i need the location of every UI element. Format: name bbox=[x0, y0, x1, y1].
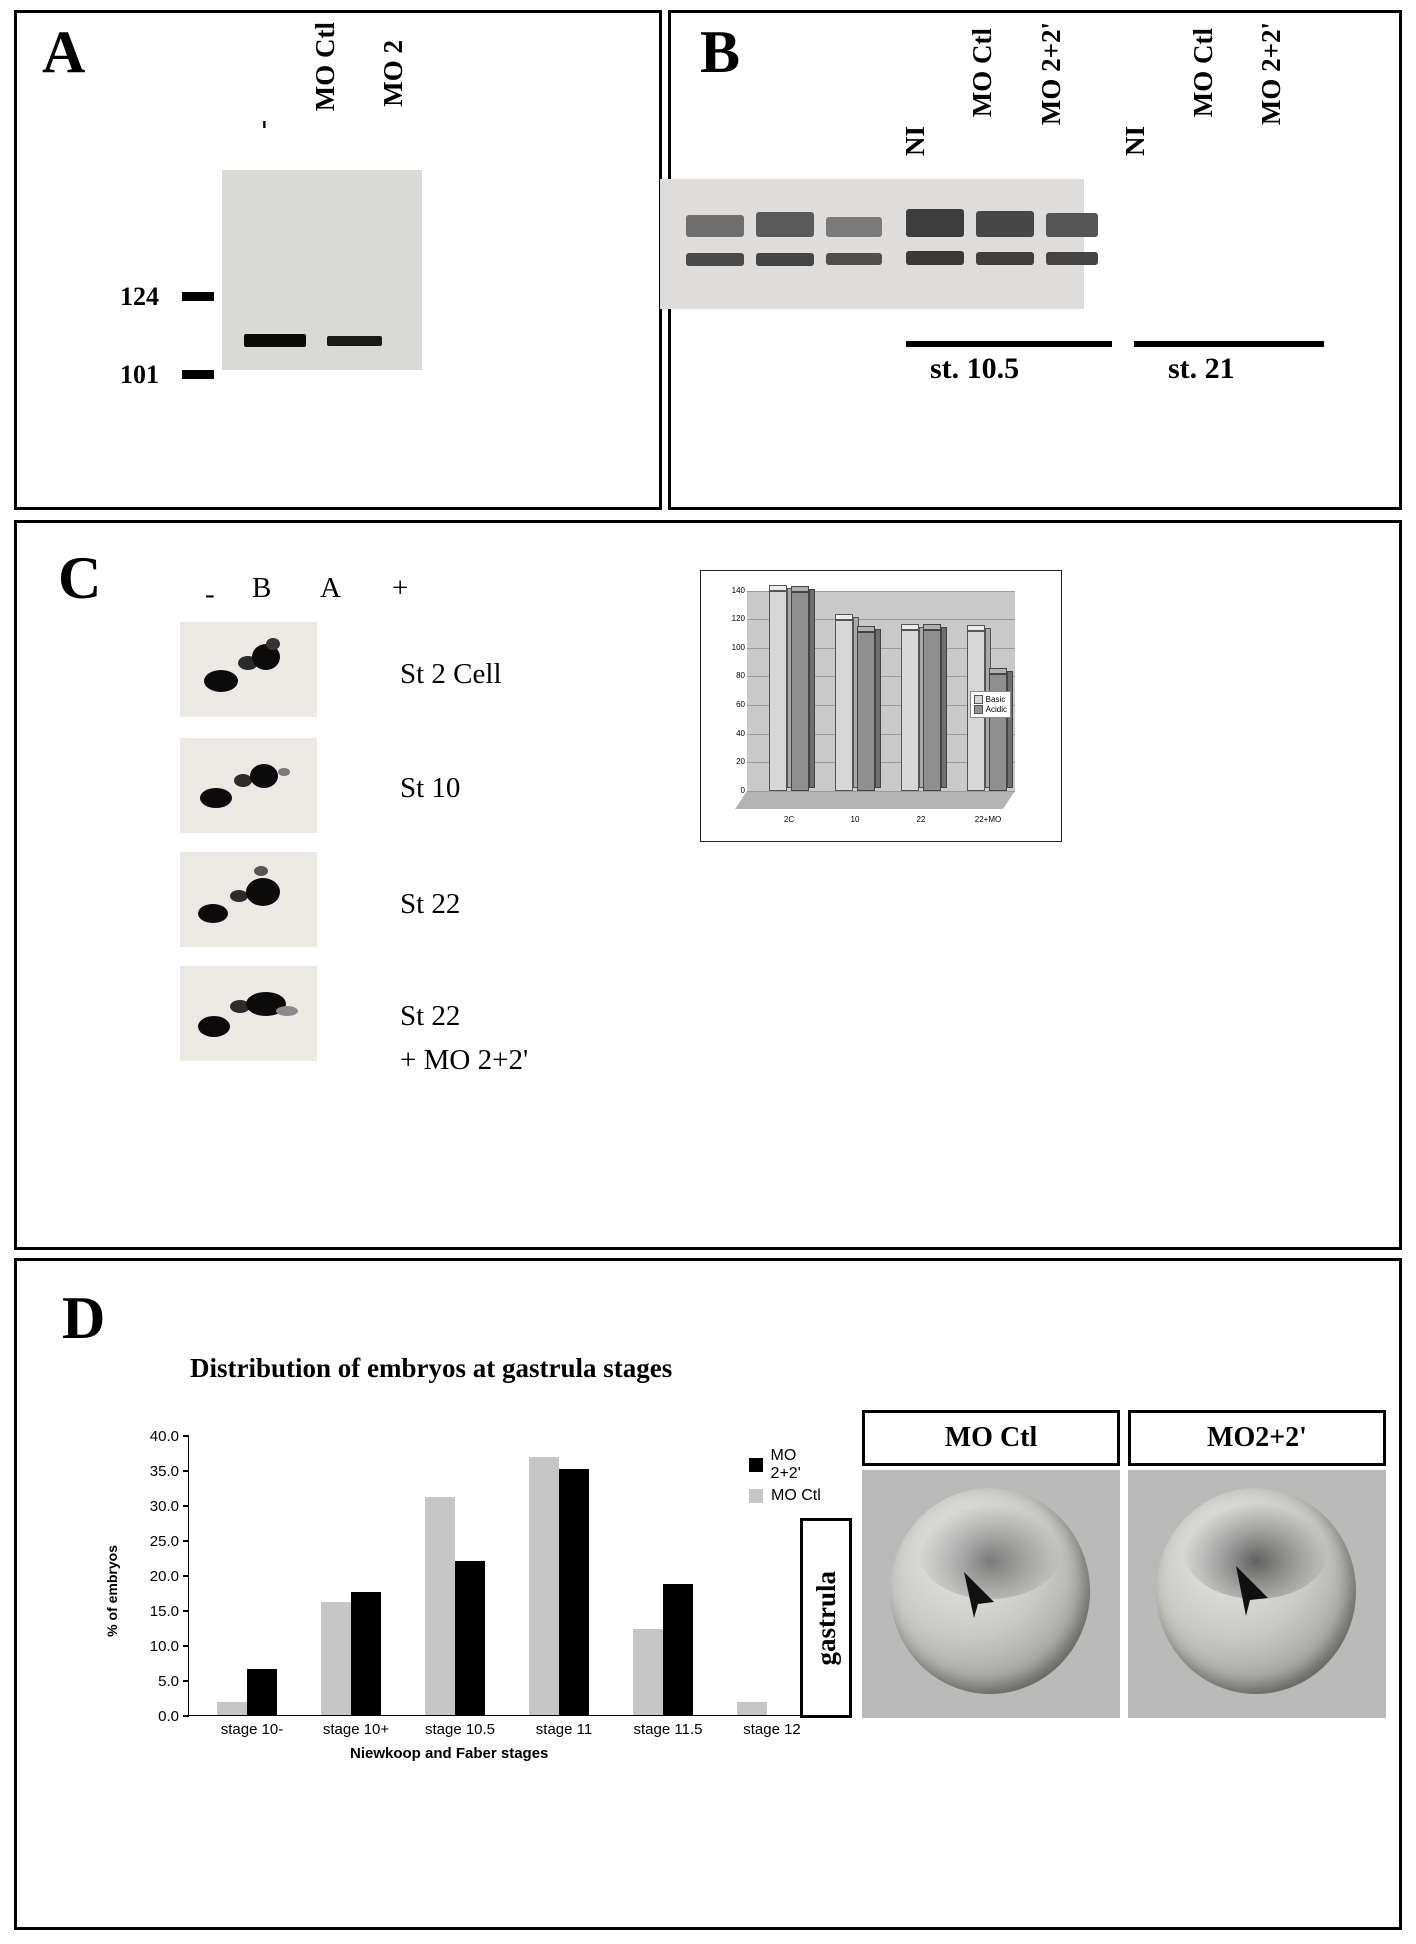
panel-b-stage-label-0: st. 10.5 bbox=[930, 352, 1020, 385]
panel-a-lane-label-1: MO Ctl bbox=[310, 22, 340, 112]
panel-c-letter: C bbox=[58, 545, 102, 611]
panel-c-row-label-3: St 22 bbox=[400, 1000, 461, 1032]
embryo-title-right bbox=[1128, 1410, 1386, 1466]
panel-c-row-label-2: St 22 bbox=[400, 888, 461, 920]
panel-a-lane-label-2: MO 2 bbox=[378, 40, 408, 107]
panel-c-row-label-1: St 10 bbox=[400, 772, 461, 804]
panel-c-row-label-4: + MO 2+2' bbox=[400, 1044, 529, 1076]
d-xtick-3: stage 11 bbox=[535, 1721, 593, 1738]
d-bar-stage105-moctl bbox=[425, 1497, 455, 1715]
panel-b-lane-label-2: MO 2+2' bbox=[1036, 22, 1066, 126]
panel-b-stage-underline-1 bbox=[1134, 341, 1324, 347]
embryo-image-right bbox=[1128, 1470, 1386, 1718]
panel-a-mw-label-101: 101 bbox=[120, 360, 159, 389]
d-ytick-1: 5.0 bbox=[158, 1673, 179, 1690]
panel-d-x-axis-title: Niewkoop and Faber stages bbox=[350, 1745, 549, 1762]
panel-a-lane-label-0: - bbox=[247, 120, 277, 129]
d-ytick-6: 30.0 bbox=[149, 1498, 179, 1515]
c-chart-xtick-2: 22 bbox=[916, 815, 926, 824]
panel-a-mw-label-124: 124 bbox=[120, 282, 159, 311]
embryo-image-left bbox=[862, 1470, 1120, 1718]
c-bar-10-acidic bbox=[857, 632, 875, 791]
panel-c-mark-basic: B bbox=[252, 572, 272, 604]
d-bar-stage10plus-mo22 bbox=[351, 1592, 381, 1715]
d-ytick-8: 40.0 bbox=[149, 1428, 179, 1445]
panel-a-mw-dash-124 bbox=[182, 292, 214, 301]
d-bar-stage115-moctl bbox=[633, 1629, 663, 1715]
panel-d-chart-title: Distribution of embryos at gastrula stages bbox=[190, 1353, 673, 1383]
panel-d-legend bbox=[749, 1447, 829, 1509]
d-xtick-0: stage 10- bbox=[220, 1721, 284, 1738]
d-ytick-7: 35.0 bbox=[149, 1463, 179, 1480]
d-bar-stage10plus-moctl bbox=[321, 1602, 351, 1715]
arrowhead-right-icon bbox=[1128, 1470, 1386, 1718]
panel-b-stage-label-1: st. 21 bbox=[1168, 352, 1235, 385]
panel-b-letter: B bbox=[700, 19, 741, 85]
c-legend-label-0: Basic bbox=[985, 695, 1006, 704]
d-xtick-4: stage 11.5 bbox=[633, 1721, 703, 1738]
d-ytick-5: 25.0 bbox=[149, 1533, 179, 1550]
d-ytick-0: 0.0 bbox=[158, 1708, 179, 1725]
c-chart-ytick-80: 80 bbox=[736, 671, 745, 680]
c-legend-label-1: Acidic bbox=[985, 705, 1007, 714]
c-bar-10-basic bbox=[835, 620, 853, 791]
panel-b-lane-label-3: NI bbox=[1120, 126, 1150, 157]
panel-c-mark-acidic: A bbox=[320, 572, 341, 604]
panel-d-y-axis-title: % of embryos bbox=[104, 1545, 120, 1637]
c-chart-legend bbox=[970, 691, 1011, 718]
d-xtick-1: stage 10+ bbox=[322, 1721, 390, 1738]
panel-c-gel-strip-0 bbox=[180, 622, 317, 717]
panel-d-chart bbox=[100, 1425, 840, 1765]
c-bar-22-basic bbox=[901, 630, 919, 791]
panel-c-chart-plot bbox=[725, 583, 1017, 824]
c-chart-ytick-60: 60 bbox=[736, 700, 745, 709]
gastrula-row-label bbox=[800, 1518, 852, 1718]
d-bar-stage105-mo22 bbox=[455, 1561, 485, 1715]
panel-c-chart bbox=[700, 570, 1062, 842]
c-bar-2C-acidic bbox=[791, 592, 809, 791]
d-legend-label-1: MO Ctl bbox=[771, 1487, 821, 1504]
panel-b-lane-label-5: MO 2+2' bbox=[1256, 22, 1286, 126]
embryo-title-left-text: MO Ctl bbox=[944, 1422, 1038, 1453]
d-bar-stage11-moctl bbox=[529, 1457, 559, 1715]
d-ytick-4: 20.0 bbox=[149, 1568, 179, 1585]
panel-a-mw-dash-101 bbox=[182, 370, 214, 379]
gastrula-row-label-text: gastrula bbox=[810, 1570, 841, 1666]
panel-c-gel-strip-1 bbox=[180, 738, 317, 833]
c-chart-ytick-40: 40 bbox=[736, 729, 745, 738]
c-chart-xtick-0: 2C bbox=[783, 815, 795, 824]
panel-a-blot-image bbox=[222, 170, 422, 370]
chart-floor bbox=[735, 791, 1015, 809]
d-bar-stage10minus-mo22 bbox=[247, 1669, 277, 1715]
panel-c-gel-strip-3 bbox=[180, 966, 317, 1061]
c-chart-ytick-140: 140 bbox=[731, 586, 745, 595]
d-bar-stage11-mo22 bbox=[559, 1469, 589, 1715]
panel-b-stage-underline-0 bbox=[906, 341, 1112, 347]
arrowhead-left-icon bbox=[862, 1470, 1120, 1718]
panel-c-gel-strip-2 bbox=[180, 852, 317, 947]
c-chart-ytick-120: 120 bbox=[731, 614, 745, 623]
d-bar-stage115-mo22 bbox=[663, 1584, 693, 1715]
d-bar-stage12-moctl bbox=[737, 1702, 767, 1715]
d-ytick-3: 15.0 bbox=[149, 1603, 179, 1620]
embryo-title-left bbox=[862, 1410, 1120, 1466]
panel-c-row-label-0: St 2 Cell bbox=[400, 658, 502, 690]
c-chart-xtick-1: 10 bbox=[850, 815, 860, 824]
d-ytick-2: 10.0 bbox=[149, 1638, 179, 1655]
panel-c-mark-plus: + bbox=[392, 572, 409, 604]
panel-b-lane-label-4: MO Ctl bbox=[1188, 28, 1218, 118]
panel-d-plot-area bbox=[149, 1428, 829, 1738]
c-chart-ytick-100: 100 bbox=[731, 643, 745, 652]
d-xtick-5: stage 12 bbox=[743, 1721, 801, 1738]
c-bar-2C-basic bbox=[769, 591, 787, 791]
c-chart-ytick-20: 20 bbox=[736, 757, 745, 766]
d-xtick-2: stage 10.5 bbox=[424, 1721, 496, 1738]
embryo-title-right-text: MO2+2' bbox=[1207, 1422, 1307, 1453]
d-legend-label-0: MO 2+2' bbox=[770, 1447, 801, 1482]
c-bar-22-acidic bbox=[923, 630, 941, 791]
panel-c-mark-minus: - bbox=[205, 578, 215, 610]
d-bar-stage10minus-moctl bbox=[217, 1702, 247, 1715]
panel-b-blot-image bbox=[660, 179, 1084, 309]
panel-b-lane-label-1: MO Ctl bbox=[967, 28, 997, 118]
panel-b-lane-label-0: NI bbox=[900, 126, 930, 157]
panel-a-letter: A bbox=[42, 19, 86, 85]
c-chart-xtick-3: 22+MO bbox=[974, 815, 1002, 824]
panel-d-letter: D bbox=[62, 1285, 106, 1351]
c-chart-ytick-0: 0 bbox=[740, 786, 745, 795]
